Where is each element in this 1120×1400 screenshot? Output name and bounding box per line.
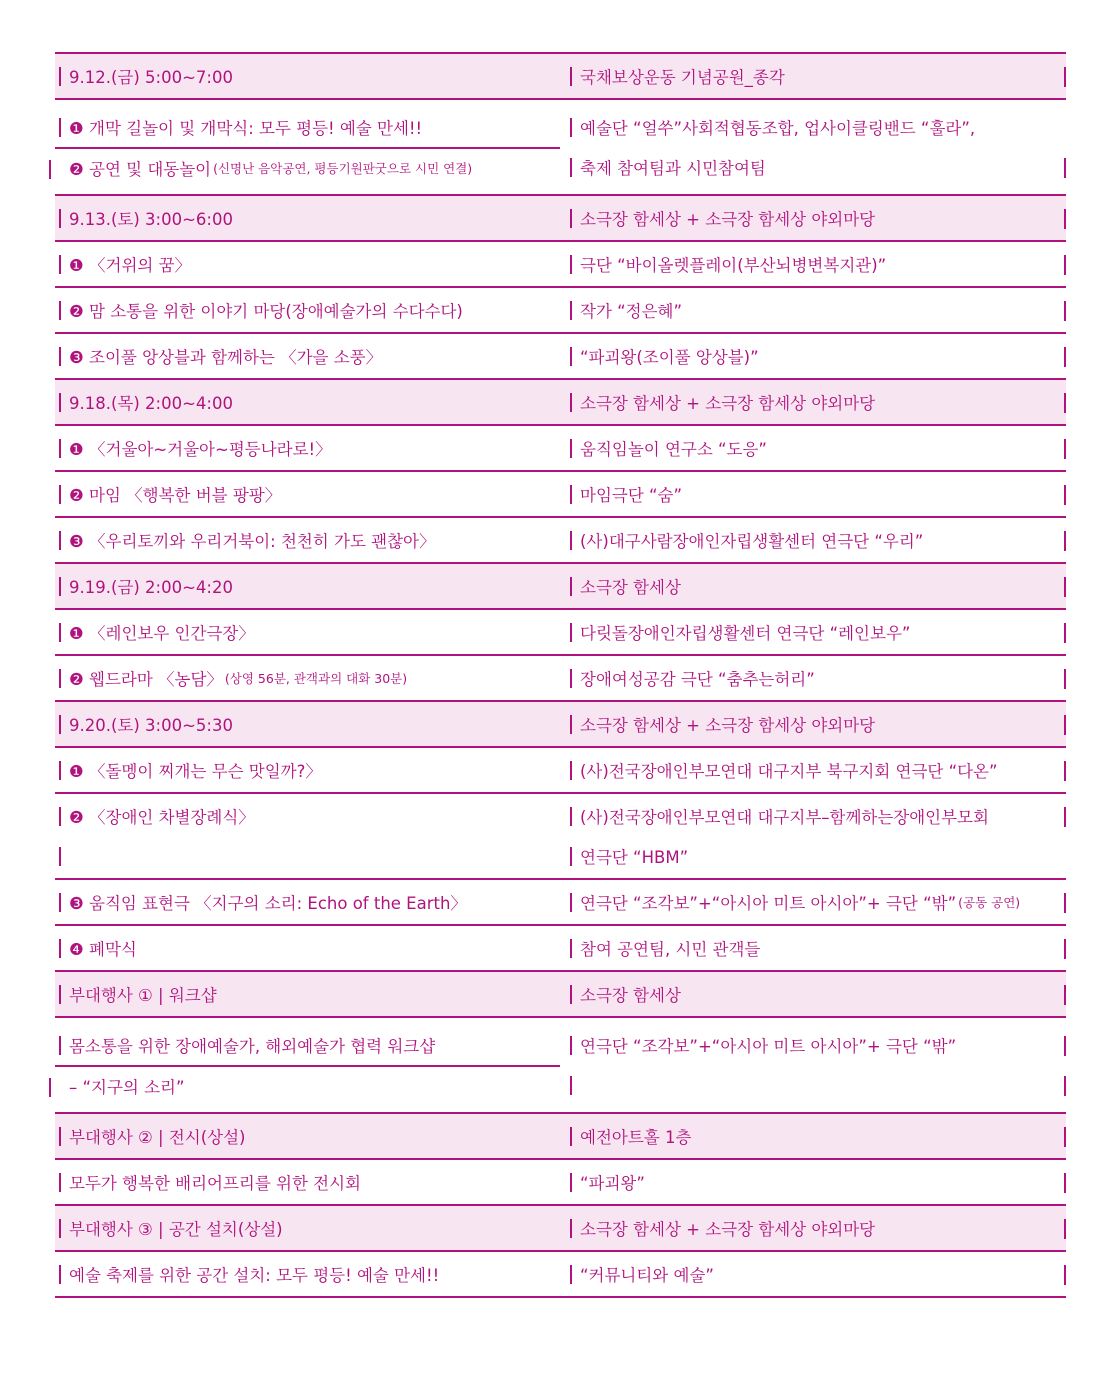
schedule-header-row xyxy=(55,972,1066,1018)
row-end-bar xyxy=(1064,531,1066,551)
row-end-bar xyxy=(1064,893,1066,913)
program-text xyxy=(65,474,560,514)
program-label: 부대행사 ③ | 공간 설치(상설) xyxy=(69,1220,283,1239)
schedule-header-row xyxy=(55,54,1066,100)
schedule-row xyxy=(55,100,1066,196)
program-cell xyxy=(55,242,560,286)
program-text xyxy=(65,750,560,790)
performer-text xyxy=(576,704,1054,744)
program-label: ❹ 폐막식 xyxy=(69,940,137,959)
performer-text xyxy=(576,974,1054,1014)
performer-label: (사)전국장애인부모연대 대구지부–함께하는장애인부모회 xyxy=(580,808,989,827)
program-label: 몸소통을 위한 장애예술가, 해외예술가 협력 워크샵 xyxy=(69,1037,436,1056)
schedule-row xyxy=(55,1160,1066,1206)
performer-label: 소극장 함세상 xyxy=(580,986,681,1005)
program-cell xyxy=(55,972,560,1016)
program-cell xyxy=(55,1114,560,1158)
performer-cell xyxy=(560,564,1066,608)
performer-label: 마임극단 “숨” xyxy=(580,486,683,505)
schedule-table xyxy=(55,52,1066,1298)
performer-text xyxy=(576,290,1054,330)
program-cell xyxy=(55,880,560,924)
program-text xyxy=(65,290,560,330)
performer-cell xyxy=(560,472,1066,516)
program-cell xyxy=(55,426,560,470)
program-label: – “지구의 소리” xyxy=(69,1078,185,1097)
performer-cell xyxy=(560,1018,1066,1112)
performer-text xyxy=(576,336,1054,376)
performer-label: 소극장 함세상 + 소극장 함세상 야외마당 xyxy=(580,1220,876,1239)
performer-cell xyxy=(560,610,1066,654)
schedule-row xyxy=(55,748,1066,794)
program-label: 예술 축제를 위한 공간 설치: 모두 평등! 예술 만세!! xyxy=(69,1266,440,1285)
program-cell xyxy=(55,472,560,516)
performer-label: 국채보상운동 기념공원_종각 xyxy=(580,68,785,87)
program-text xyxy=(65,382,560,422)
row-end-bar xyxy=(1064,761,1066,781)
row-end-bar xyxy=(1064,1127,1066,1147)
program-cell xyxy=(55,1018,560,1112)
program-text xyxy=(65,566,560,606)
program-label: 부대행사 ① | 워크샵 xyxy=(69,986,217,1005)
performer-label: 소극장 함세상 + 소극장 함세상 야외마당 xyxy=(580,394,876,413)
row-end-bar xyxy=(1064,301,1066,321)
performer-cell xyxy=(560,1252,1066,1296)
program-label: ❸ 움직임 표현극 〈지구의 소리: Echo of the Earth〉 xyxy=(69,894,467,913)
program-label: 9.18.(목) 2:00~4:00 xyxy=(69,394,233,413)
performer-label: (사)전국장애인부모연대 대구지부 북구지회 연극단 “다온” xyxy=(580,762,998,781)
row-end-bar xyxy=(1064,1219,1066,1239)
performer-text xyxy=(576,520,1054,560)
program-text xyxy=(65,836,560,876)
program-text xyxy=(65,198,560,238)
program-text xyxy=(65,928,560,968)
program-text xyxy=(65,520,560,560)
program-label: ❶ 〈거울아~거울아~평등나라로!〉 xyxy=(69,440,332,459)
performer-text xyxy=(576,474,1054,514)
performer-cell xyxy=(560,972,1066,1016)
program-label: 9.13.(토) 3:00~6:00 xyxy=(69,210,233,229)
program-label: 9.20.(토) 3:00~5:30 xyxy=(69,716,233,735)
row-end-bar xyxy=(1064,255,1066,275)
performer-label: “파괴왕” xyxy=(580,1174,645,1193)
performer-text xyxy=(576,428,1054,468)
performer-label: 축제 참여팀과 시민참여팀 xyxy=(580,159,766,178)
performer-text xyxy=(576,928,1054,968)
performer-text xyxy=(576,107,1054,147)
performer-text xyxy=(576,1162,1054,1202)
performer-label: 움직임놀이 연구소 “도응” xyxy=(580,440,767,459)
program-text xyxy=(55,147,560,187)
performer-text xyxy=(576,750,1054,790)
program-cell xyxy=(55,196,560,240)
program-label: ❶ 〈거위의 꿈〉 xyxy=(69,256,192,275)
performer-text xyxy=(576,1254,1054,1294)
performer-label: “파괴왕(조이풀 앙상블)” xyxy=(580,348,759,367)
performer-text xyxy=(576,658,1054,698)
performer-label: 연극단 “HBM” xyxy=(580,848,689,867)
schedule-header-row xyxy=(55,196,1066,242)
performer-label: 극단 “바이올렛플레이(부산뇌병변복지관)” xyxy=(580,256,887,275)
program-cell xyxy=(55,380,560,424)
program-label: ❸ 조이풀 앙상블과 함께하는 〈가을 소풍〉 xyxy=(69,348,383,367)
performer-text xyxy=(576,198,1054,238)
program-text xyxy=(65,1254,560,1294)
program-cell xyxy=(55,1206,560,1250)
program-cell xyxy=(55,564,560,608)
program-text xyxy=(65,704,560,744)
schedule-row xyxy=(55,472,1066,518)
program-cell xyxy=(55,334,560,378)
schedule-row xyxy=(55,426,1066,472)
performer-cell xyxy=(560,1114,1066,1158)
performer-cell xyxy=(560,518,1066,562)
program-label: 부대행사 ② | 전시(상설) xyxy=(69,1128,246,1147)
row-end-bar xyxy=(1064,1265,1066,1285)
performer-label: “커뮤니티와 예술” xyxy=(580,1266,714,1285)
performer-label: 다릿돌장애인자립생활센터 연극단 “레인보우” xyxy=(580,624,911,643)
program-label: ❸ 〈우리토끼와 우리거북이: 천천히 가도 괜찮아〉 xyxy=(69,532,436,551)
row-end-bar xyxy=(1064,439,1066,459)
program-label: ❶ 〈레인보우 인간극장〉 xyxy=(69,624,255,643)
performer-text xyxy=(576,882,1054,922)
program-text xyxy=(65,1025,560,1065)
performer-label: 참여 공연팀, 시민 관객들 xyxy=(580,940,761,959)
schedule-header-row xyxy=(55,564,1066,610)
program-text xyxy=(55,1065,560,1105)
performer-text xyxy=(576,382,1054,422)
performer-text xyxy=(576,147,1054,187)
performer-cell xyxy=(560,196,1066,240)
schedule-row xyxy=(55,610,1066,656)
schedule-row xyxy=(55,518,1066,564)
performer-cell xyxy=(560,1160,1066,1204)
performer-cell xyxy=(560,288,1066,332)
schedule-row xyxy=(55,794,1066,880)
row-end-bar xyxy=(1064,985,1066,1005)
program-label: ❷ 공연 및 대동놀이 xyxy=(69,160,212,179)
performer-cell xyxy=(560,748,1066,792)
performer-text xyxy=(576,796,1054,836)
row-end-bar xyxy=(1064,1076,1066,1096)
program-cell xyxy=(55,610,560,654)
program-cell xyxy=(55,748,560,792)
schedule-header-row xyxy=(55,1114,1066,1160)
program-cell xyxy=(55,100,560,194)
program-text xyxy=(65,612,560,652)
program-cell xyxy=(55,288,560,332)
program-text xyxy=(65,1116,560,1156)
row-end-bar xyxy=(1064,623,1066,643)
program-text xyxy=(65,796,560,836)
performer-text xyxy=(576,1116,1054,1156)
performer-cell xyxy=(560,380,1066,424)
schedule-row xyxy=(55,288,1066,334)
performer-text xyxy=(576,612,1054,652)
performer-cell xyxy=(560,54,1066,98)
performer-cell xyxy=(560,880,1066,924)
performer-text xyxy=(576,836,1054,876)
schedule-row xyxy=(55,656,1066,702)
performer-note: (공동 공연) xyxy=(958,895,1021,910)
row-end-bar xyxy=(1064,807,1066,827)
program-label: 9.19.(금) 2:00~4:20 xyxy=(69,578,233,597)
performer-text xyxy=(576,1065,1054,1105)
performer-cell xyxy=(560,1206,1066,1250)
program-label: ❷ 마임 〈행복한 버블 팡팡〉 xyxy=(69,486,282,505)
program-label: ❷ 맘 소통을 위한 이야기 마당(장애예술가의 수다수다) xyxy=(69,302,463,321)
performer-cell xyxy=(560,702,1066,746)
program-text xyxy=(65,658,560,698)
performer-label: 소극장 함세상 xyxy=(580,578,681,597)
schedule-header-row xyxy=(55,380,1066,426)
row-end-bar xyxy=(1064,1036,1066,1056)
row-end-bar xyxy=(1064,715,1066,735)
row-end-bar xyxy=(1064,67,1066,87)
program-cell xyxy=(55,1160,560,1204)
program-text xyxy=(65,974,560,1014)
program-note: (신명난 음악공연, 평등기원판굿으로 시민 연결) xyxy=(213,161,473,176)
performer-cell xyxy=(560,100,1066,194)
schedule-row xyxy=(55,926,1066,972)
program-label: ❷ 웹드라마 〈농담〉 xyxy=(69,670,223,689)
performer-label: 장애여성공감 극단 “춤추는허리” xyxy=(580,670,815,689)
performer-label: 연극단 “조각보”+“아시아 미트 아시아”+ 극단 “밖” xyxy=(580,1037,957,1056)
performer-text xyxy=(576,244,1054,284)
program-text xyxy=(65,336,560,376)
row-end-bar xyxy=(1064,669,1066,689)
schedule-row xyxy=(55,242,1066,288)
program-label: ❶ 개막 길놀이 및 개막식: 모두 평등! 예술 만세!! xyxy=(69,119,423,138)
program-text xyxy=(65,1162,560,1202)
program-label: 9.12.(금) 5:00~7:00 xyxy=(69,68,233,87)
program-text xyxy=(65,428,560,468)
row-end-bar xyxy=(1064,393,1066,413)
performer-text xyxy=(576,1208,1054,1248)
performer-label: 소극장 함세상 + 소극장 함세상 야외마당 xyxy=(580,210,876,229)
row-end-bar xyxy=(1064,347,1066,367)
program-cell xyxy=(55,54,560,98)
program-cell xyxy=(55,794,560,878)
program-note: (상영 56분, 관객과의 대화 30분) xyxy=(224,671,408,686)
performer-cell xyxy=(560,426,1066,470)
performer-cell xyxy=(560,656,1066,700)
row-end-bar xyxy=(1064,209,1066,229)
performer-cell xyxy=(560,242,1066,286)
row-end-bar xyxy=(1064,1173,1066,1193)
performer-text xyxy=(576,1025,1054,1065)
row-end-bar xyxy=(1064,577,1066,597)
schedule-header-row xyxy=(55,1206,1066,1252)
schedule-row xyxy=(55,880,1066,926)
performer-label: 예술단 “얼쑤”사회적협동조합, 업사이클링밴드 “훌라”, xyxy=(580,119,976,138)
program-cell xyxy=(55,702,560,746)
program-cell xyxy=(55,518,560,562)
performer-label: 예전아트홀 1층 xyxy=(580,1128,692,1147)
row-end-bar xyxy=(1064,485,1066,505)
program-text xyxy=(65,56,560,96)
program-cell xyxy=(55,926,560,970)
program-text xyxy=(65,244,560,284)
performer-cell xyxy=(560,334,1066,378)
program-text xyxy=(65,882,560,922)
row-end-bar xyxy=(1064,939,1066,959)
performer-text xyxy=(576,566,1054,606)
program-cell xyxy=(55,1252,560,1296)
performer-label: 작가 “정은혜” xyxy=(580,302,683,321)
schedule-row xyxy=(55,1252,1066,1298)
schedule-row xyxy=(55,334,1066,380)
program-label: ❷ 〈장애인 차별장례식〉 xyxy=(69,808,255,827)
program-text xyxy=(65,107,560,147)
performer-cell xyxy=(560,926,1066,970)
performer-label: 소극장 함세상 + 소극장 함세상 야외마당 xyxy=(580,716,876,735)
performer-text xyxy=(576,56,1054,96)
program-text xyxy=(65,1208,560,1248)
schedule-header-row xyxy=(55,702,1066,748)
performer-label: 연극단 “조각보”+“아시아 미트 아시아”+ 극단 “밖” xyxy=(580,894,957,913)
performer-cell xyxy=(560,794,1066,878)
performer-label: (사)대구사람장애인자립생활센터 연극단 “우리” xyxy=(580,532,924,551)
schedule-row xyxy=(55,1018,1066,1114)
row-end-bar xyxy=(1064,158,1066,178)
program-label: ❶ 〈돌멩이 찌개는 무슨 맛일까?〉 xyxy=(69,762,322,781)
program-label: 모두가 행복한 배리어프리를 위한 전시회 xyxy=(69,1174,361,1193)
program-cell xyxy=(55,656,560,700)
